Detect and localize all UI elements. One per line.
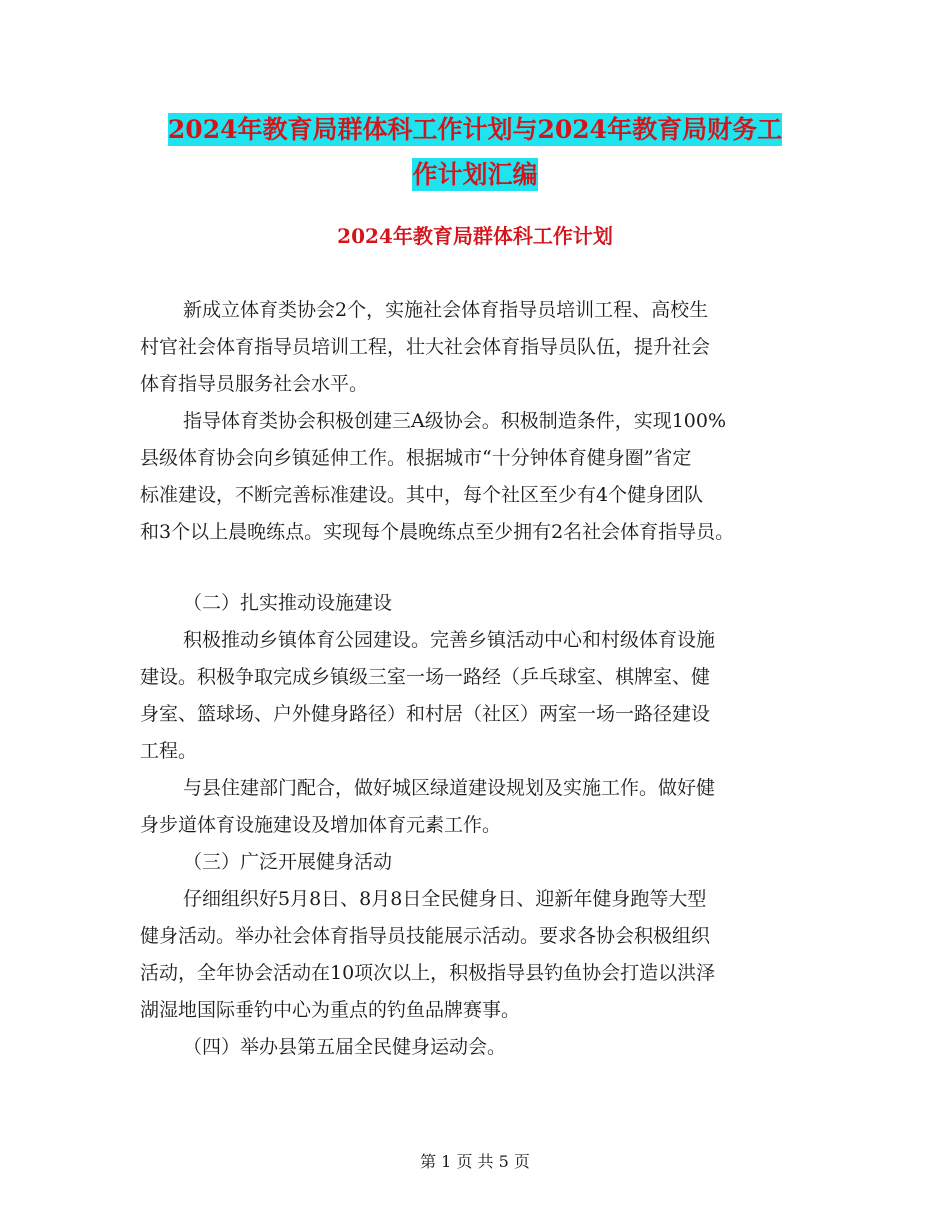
paragraph-line: 新成立体育类协会2个，实施社会体育指导员培训工程、高校生 [183,299,709,321]
paragraph-line: 工程。 [140,740,198,762]
paragraph-line: 和3个以上晨晚练点。实现每个晨晚练点至少拥有2名社会体育指导员。 [140,521,735,543]
paragraph-line: 身步道体育设施建设及增加体育元素工作。 [140,814,502,836]
main-title-text-2: 作计划汇编 [412,160,538,189]
subheading: （二）扎实推动设施建设 [183,592,393,614]
paragraph-line: 活动，全年协会活动在10项次以上，积极指导县钓鱼协会打造以洪泽 [140,962,716,984]
paragraph-line: 村官社会体育指导员培训工程，壮大社会体育指导员队伍，提升社会 [140,336,711,358]
paragraph-line: 身室、篮球场、户外健身路径）和村居（社区）两室一场一路径建设 [140,703,711,725]
paragraph-line: 积极推动乡镇体育公园建设。完善乡镇活动中心和村级体育设施 [183,629,716,651]
paragraph-line: 健身活动。举办社会体育指导员技能展示活动。要求各协会积极组织 [140,925,711,947]
paragraph-line: 县级体育协会向乡镇延伸工作。根据城市“十分钟体育健身圈”省定 [140,447,692,469]
section-title: 2024年教育局群体科工作计划 [337,224,613,248]
main-title-line-2 [0,151,950,199]
paragraph-line: 与县住建部门配合，做好城区绿道建设规划及实施工作。做好健 [183,777,716,799]
page-footer: 第 1 页 共 5 页 [420,1152,530,1171]
paragraph-line: 仔细组织好5月8日、8月8日全民健身日、迎新年健身跑等大型 [183,888,707,910]
subheading: （三）广泛开展健身活动 [183,851,393,873]
paragraph-line: 体育指导员服务社会水平。 [140,373,369,395]
paragraph-line: 湖湿地国际垂钓中心为重点的钓鱼品牌赛事。 [140,999,521,1021]
main-title-line-1 [0,106,950,154]
subheading: （四）举办县第五届全民健身运动会。 [183,1036,507,1058]
paragraph-line: 标准建设，不断完善标准建设。其中，每个社区至少有4个健身团队 [140,484,704,506]
paragraph-line: 指导体育类协会积极创建三A级协会。积极制造条件，实现100% [183,410,727,432]
paragraph-line: 建设。积极争取完成乡镇级三室一场一路经（乒乓球室、棋牌室、健 [140,666,711,688]
main-title-text-1: 2024年教育局群体科工作计划与2024年教育局财务工 [167,115,783,144]
